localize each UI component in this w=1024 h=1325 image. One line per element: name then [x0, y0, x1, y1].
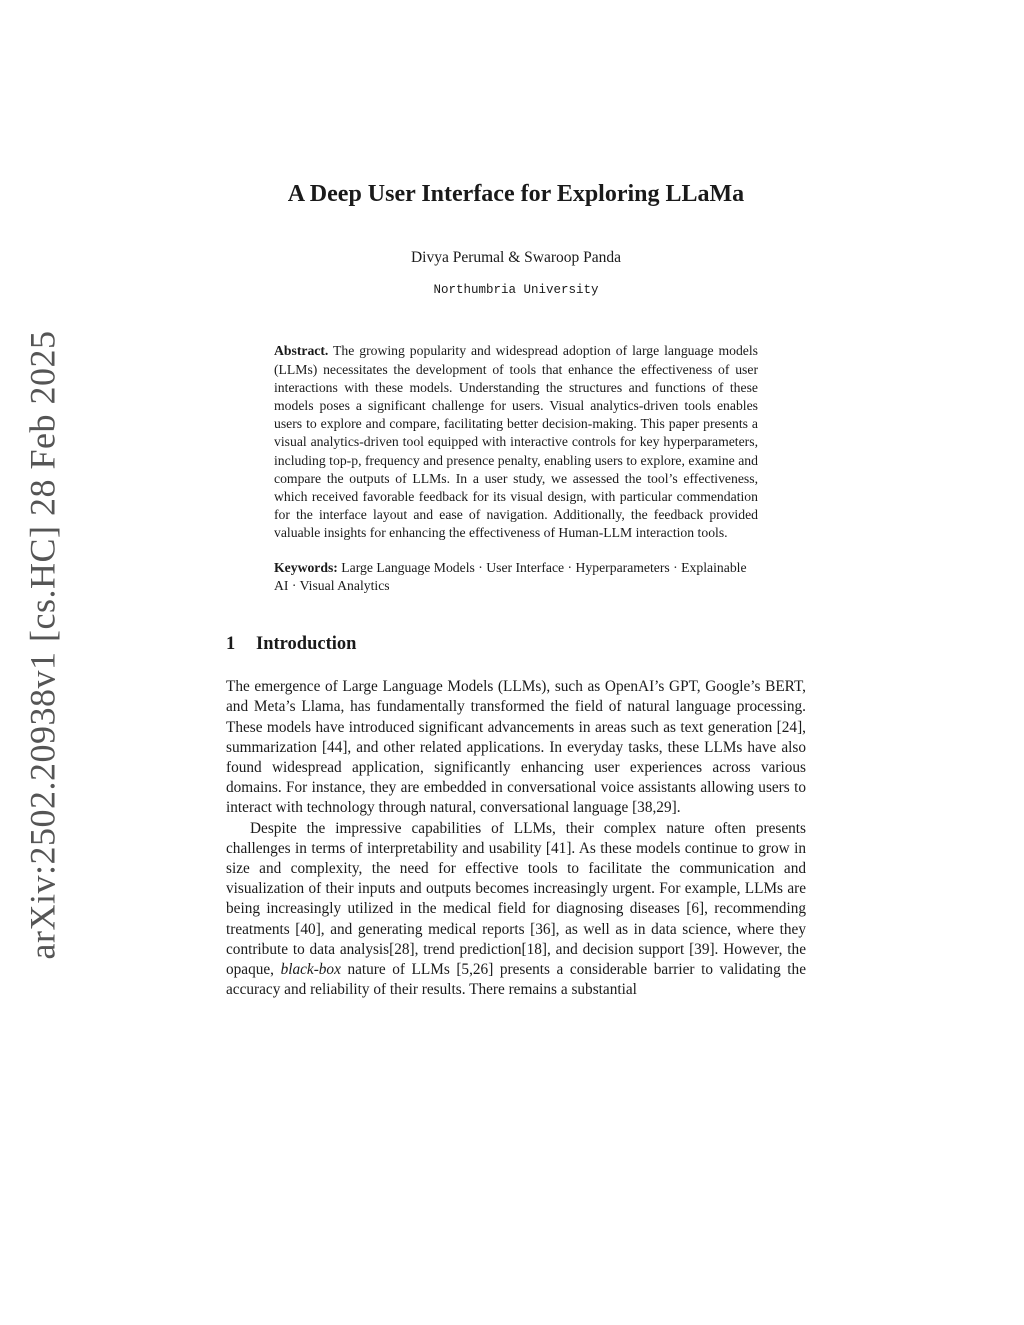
intro-paragraph-2-end: nature of LLMs [5,26] presents a considerable barrier to validating the accuracy and reliability of their results. There remains a substantial [226, 961, 806, 999]
arxiv-side-stamp [12, 330, 72, 960]
author-list: Divya Perumal & Swaroop Panda [410, 248, 622, 266]
abstract-block [274, 342, 758, 542]
keywords-block [274, 559, 758, 595]
keywords-text: Large Language Models · User Interface · Hyperparameters · Explainable AI · Visual Analytics [274, 559, 747, 593]
intro-paragraph-1: The emergence of Large Language Models (LLMs), such as OpenAI’s GPT, Google’s BERT, and Meta’s Llama, has fundamentally transformed the field of natural language processing. These models have introduced significant advancements in areas such as text generation [24], summarization [44], and other related applications. In everyday tasks, these LLMs have also found widespread application, significantly enhancing user experiences across various domains. For instance, they are embedded in conversational voice assistants allowing users to interact with technology through natural, conversational language [38,29]. [226, 678, 806, 817]
black-box-term: black-box [280, 961, 341, 979]
section-title: Introduction [256, 634, 357, 655]
intro-paragraph-2 [226, 819, 806, 1001]
arxiv-identifier: arXiv:2502.20938v1 [cs.HC] 28 Feb 2025 [22, 330, 63, 960]
keywords-label: Keywords: [274, 559, 338, 575]
abstract-label: Abstract. [274, 343, 329, 359]
paper-page [226, 180, 806, 1000]
section-heading-introduction [226, 633, 806, 655]
paper-title: A Deep User Interface for Exploring LLaMa [287, 181, 745, 207]
author-affiliation: Northumbria University [433, 283, 599, 298]
abstract-text: The growing popularity and widespread adoption of large language models (LLMs) necessitates the development of tools that enhance the effectiveness of user interactions with these models. Understanding the structures and functions of these models poses a significant challenge for users. Visual analytics-driven tools enables users to explore and compare, facilitating better decision-making. This paper presents a visual analytics-driven tool equipped with interactive controls for key hyperparameters, including top-p, frequency and presence penalty, enabling users to explore, examine and compare the outputs of LLMs. In a user study, we assessed the tool’s effectiveness, which received favorable feedback for its visual design, with particular commendation for the interface layout and ease of navigation. Additionally, the feedback provided valuable insights for enhancing the effectiveness of Human-LLM interaction tools. [274, 343, 758, 541]
section-number: 1 [226, 634, 236, 655]
intro-paragraph-2-start: Despite the impressive capabilities of LLMs, their complex nature often presents challenges in terms of interpretability and usability [41]. As these models continue to grow in size and complexity, the need for effective tools to facilitate the communication and visualization of their inputs and outputs becomes increasingly urgent. For example, LLMs are being increasingly utilized in the medical field for diagnosing diseases [6], recommending treatments [40], and generating medical reports [36], as well as in data science, where they contribute to data analysis[28], trend prediction[18], and decision support [39]. However, the opaque, [226, 819, 806, 979]
